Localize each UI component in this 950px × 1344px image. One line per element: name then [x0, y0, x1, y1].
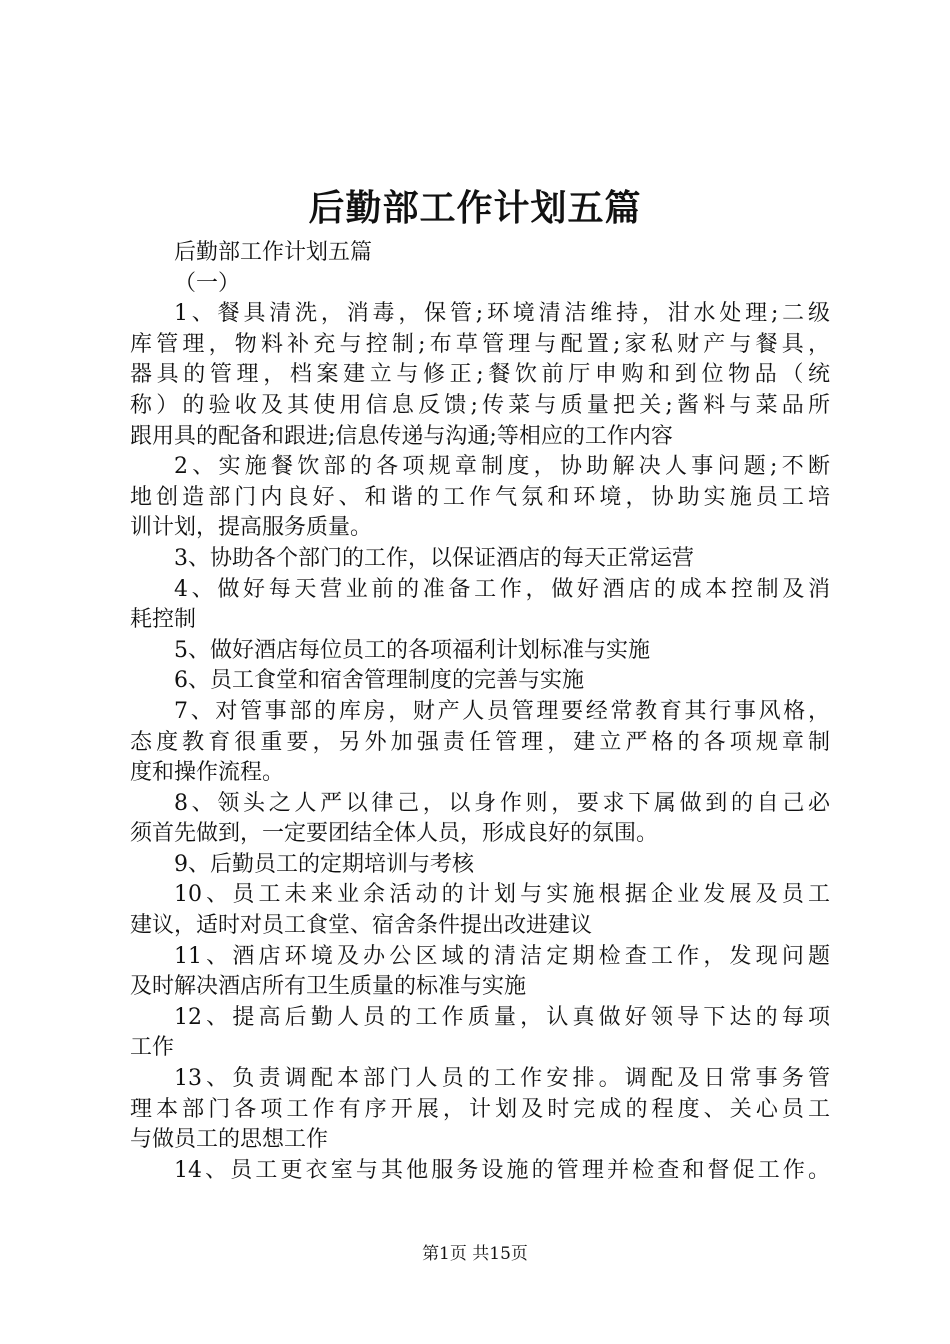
text-line: 建议，适时对员工食堂、宿舍条件提出改进建议	[130, 913, 593, 939]
text-line: 2、实施餐饮部的各项规章制度，协助解决人事问题;不断	[174, 454, 830, 480]
document-body	[130, 238, 830, 1186]
text-line: 9、后勤员工的定期培训与考核	[174, 851, 474, 877]
text-line: 工作	[130, 1035, 175, 1061]
text-line: 11、酒店环境及办公区域的清洁定期检查工作，发现问题	[174, 943, 830, 969]
text-line: 10、员工未来业余活动的计划与实施根据企业发展及员工	[174, 882, 830, 908]
text-line: 库管理，物料补充与控制;布草管理与配置;家私财产与餐具，	[130, 331, 830, 357]
text-line: 后勤部工作计划五篇	[174, 240, 373, 265]
text-line: 及时解决酒店所有卫生质量的标准与实施	[130, 974, 527, 1000]
text-line: 3、协助各个部门的工作，以保证酒店的每天正常运营	[174, 545, 694, 571]
text-line: （一）	[174, 270, 241, 296]
text-line: 13、负责调配本部门人员的工作安排。调配及日常事务管	[174, 1066, 830, 1092]
text-line: 1、餐具清洗，消毒，保管;环境清洁维持，泔水处理;二级	[174, 301, 830, 327]
text-line: 8、领头之人严以律己，以身作则，要求下属做到的自己必	[174, 790, 830, 816]
document-title: 后勤部工作计划五篇	[308, 187, 642, 229]
text-line: 12、提高后勤人员的工作质量，认真做好领导下达的每项	[174, 1004, 830, 1030]
text-line: 训计划，提高服务质量。	[130, 515, 373, 541]
text-line: 地创造部门内良好、和谐的工作气氛和环境，协助实施员工培	[130, 484, 830, 510]
text-line: 跟用具的配备和跟进;信息传递与沟通;等相应的工作内容	[130, 423, 673, 449]
text-line: 须首先做到，一定要团结全体人员，形成良好的氛围。	[130, 821, 659, 847]
page-footer: 第1页 共15页	[422, 1244, 528, 1264]
text-line: 器具的管理，档案建立与修正;餐饮前厅申购和到位物品（统	[130, 362, 830, 388]
text-line: 14、员工更衣室与其他服务设施的管理并检查和督促工作。	[174, 1157, 830, 1183]
text-line: 耗控制	[130, 607, 197, 633]
text-line: 5、做好酒店每位员工的各项福利计划标准与实施	[174, 637, 650, 663]
text-line: 理本部门各项工作有序开展，计划及时完成的程度、关心员工	[130, 1096, 830, 1122]
text-line: 4、做好每天营业前的准备工作，做好酒店的成本控制及消	[174, 576, 830, 602]
text-line: 度和操作流程。	[130, 760, 285, 786]
text-line: 态度教育很重要，另外加强责任管理，建立严格的各项规章制	[130, 729, 830, 755]
text-line: 7、对管事部的库房，财产人员管理要经常教育其行事风格，	[174, 698, 830, 724]
text-line: 称）的验收及其使用信息反馈;传菜与质量把关;酱料与菜品所	[130, 392, 830, 418]
text-line: 与做员工的思想工作	[130, 1127, 329, 1153]
text-line: 6、员工食堂和宿舍管理制度的完善与实施	[174, 668, 584, 694]
